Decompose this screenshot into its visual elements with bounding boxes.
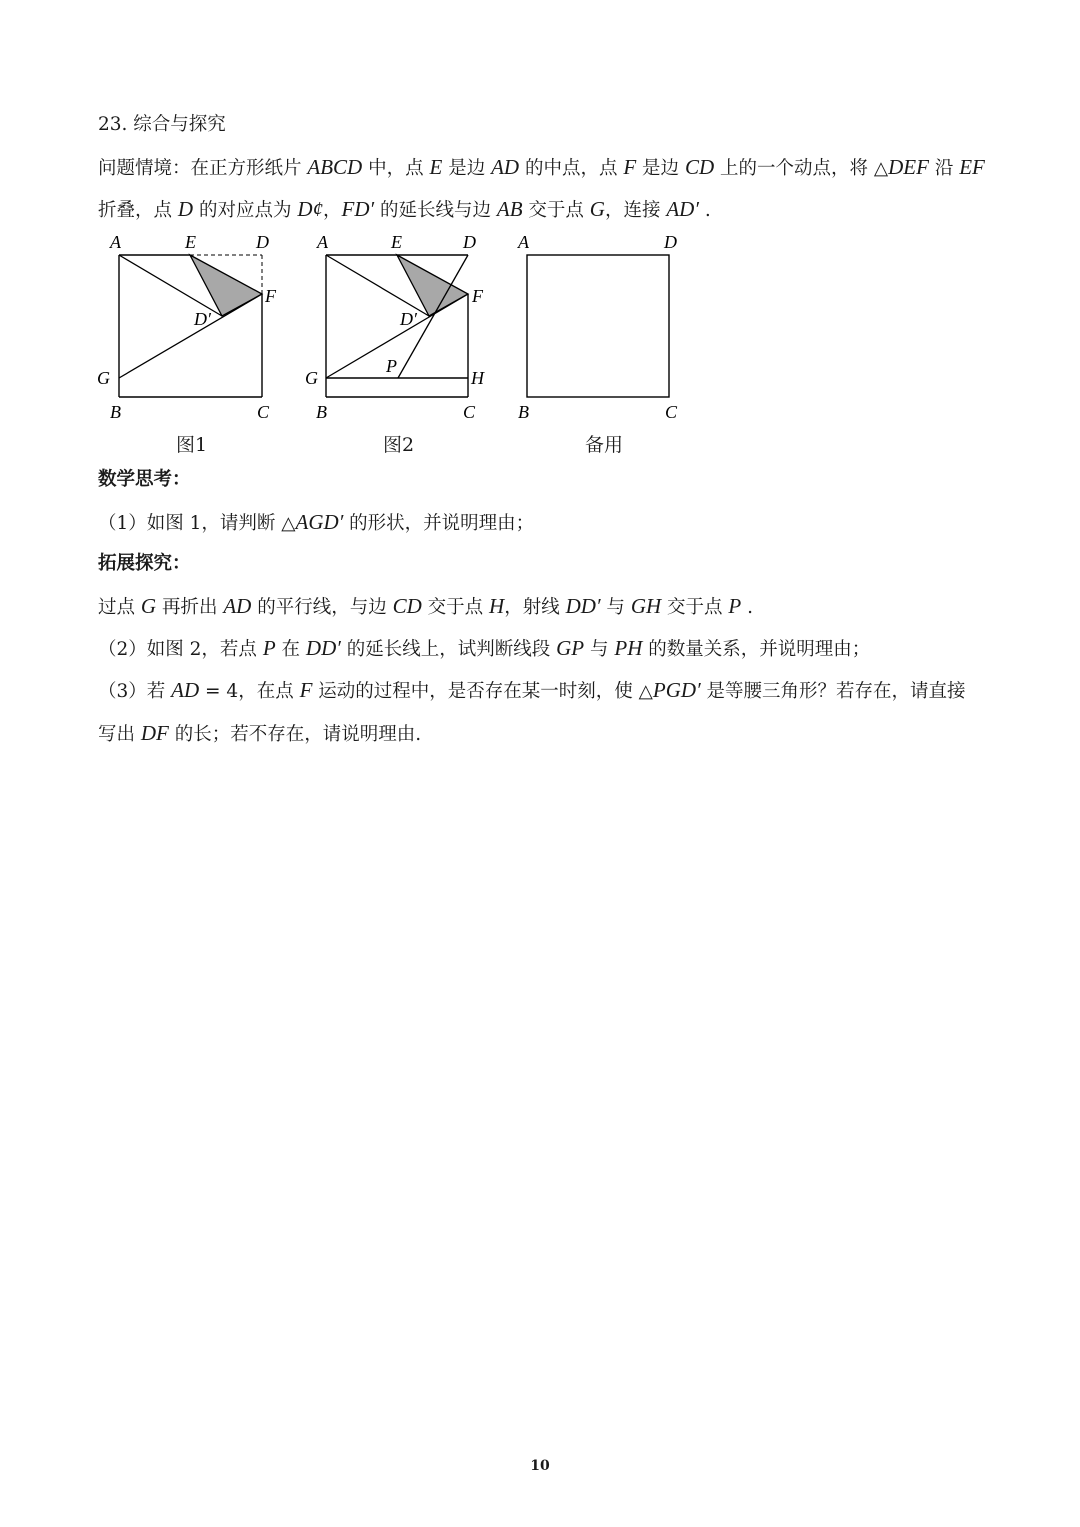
- problem-title: 23. 综合与探究: [98, 114, 226, 135]
- fig1-label-A: A: [110, 232, 121, 252]
- figure-1-caption: 图1: [176, 434, 208, 456]
- math-symbol: DD′: [305, 636, 341, 660]
- math-symbol: D¢: [297, 197, 323, 221]
- math-symbol: DEF: [888, 155, 929, 179]
- fig2-label-F: F: [472, 286, 483, 306]
- math-symbol: AD: [171, 678, 200, 702]
- math-symbol: G: [589, 197, 605, 221]
- fig3-label-B: B: [518, 402, 529, 422]
- fig3-label-C: C: [665, 402, 678, 422]
- fig1-label-C: C: [257, 402, 270, 422]
- fig2-label-G: G: [305, 368, 318, 388]
- math-symbol: F: [623, 155, 637, 179]
- math-symbol: AD′: [666, 197, 699, 221]
- math-symbol: AD: [223, 594, 252, 618]
- fig2-label-A: A: [317, 232, 328, 252]
- fig1-label-F: F: [265, 286, 276, 306]
- fig1-label-D: D: [256, 232, 269, 252]
- math-thinking-heading: 数学思考：: [98, 469, 191, 490]
- math-symbol: GP: [556, 636, 585, 660]
- math-symbol: AGD′: [295, 510, 344, 534]
- math-symbol: F: [299, 678, 313, 702]
- fig1-label-B: B: [110, 402, 121, 422]
- fig2-label-B: B: [316, 402, 327, 422]
- folded-triangle-shaded: [397, 255, 468, 316]
- math-symbol: FD′: [341, 197, 375, 221]
- math-symbol: EF: [959, 155, 985, 179]
- figure-2-caption: 图2: [383, 434, 415, 456]
- figure-1-diagram: [90, 228, 290, 428]
- math-symbol: PGD′: [652, 678, 701, 702]
- fig1-label-Dprime: D′: [194, 309, 211, 329]
- math-symbol: P: [728, 594, 742, 618]
- fig2-label-P: P: [386, 356, 397, 376]
- math-symbol: CD: [684, 155, 715, 179]
- fig3-label-A: A: [518, 232, 529, 252]
- fig2-label-C: C: [463, 402, 476, 422]
- problem-situation-line-2: 折叠，点 D 的对应点为 D¢，FD′ 的延长线与边 AB 交于点 G，连接 AD′ .: [98, 197, 711, 221]
- math-symbol: D: [177, 197, 194, 221]
- question-3-line-1: （3）若 AD = 4，在点 F 运动的过程中，是否存在某一时刻，使 △PGD′ 是等腰三角形？若存在，请直接: [98, 678, 966, 702]
- math-symbol: AD: [491, 155, 520, 179]
- figure-spare-caption: 备用: [585, 434, 624, 456]
- figure-spare-diagram: [506, 228, 696, 428]
- math-symbol: G: [140, 594, 157, 618]
- math-symbol: E: [429, 155, 443, 179]
- math-symbol: ABCD: [307, 155, 363, 179]
- extension-heading: 拓展探究：: [98, 553, 191, 574]
- fig2-label-Dprime: D′: [400, 309, 417, 329]
- fig1-label-E: E: [185, 232, 196, 252]
- figure-2-diagram: [298, 228, 498, 428]
- fig1-label-G: G: [97, 368, 110, 388]
- question-1: （1）如图 1，请判断 △AGD′ 的形状，并说明理由；: [98, 510, 535, 534]
- math-symbol: P: [262, 636, 276, 660]
- extension-intro: 过点 G 再折出 AD 的平行线，与边 CD 交于点 H，射线 DD′ 与 GH 交于点 P .: [98, 594, 754, 618]
- fig3-label-D: D: [664, 232, 677, 252]
- folded-triangle-shaded: [190, 255, 262, 316]
- math-symbol: CD: [392, 594, 422, 618]
- page-number: 10: [530, 1458, 550, 1474]
- math-symbol: GH: [630, 594, 662, 618]
- question-2: （2）如图 2，若点 P 在 DD′ 的延长线上，试判断线段 GP 与 PH 的数量关系，并说明理由；: [98, 636, 871, 660]
- fig2-label-D: D: [463, 232, 476, 252]
- fig2-label-E: E: [391, 232, 402, 252]
- math-symbol: DF: [140, 721, 169, 745]
- question-3-line-2: 写出 DF 的长；若不存在，请说明理由.: [98, 721, 422, 745]
- math-symbol: PH: [614, 636, 643, 660]
- math-symbol: AB: [496, 197, 523, 221]
- problem-situation-line-1: 问题情境：在正方形纸片 ABCD 中，点 E 是边 AD 的中点，点 F 是边 CD 上的一个动点，将 △DEF 沿 EF: [98, 155, 985, 179]
- fig2-label-H: H: [471, 368, 484, 388]
- math-symbol: DD′: [565, 594, 601, 618]
- math-symbol: H: [489, 594, 505, 618]
